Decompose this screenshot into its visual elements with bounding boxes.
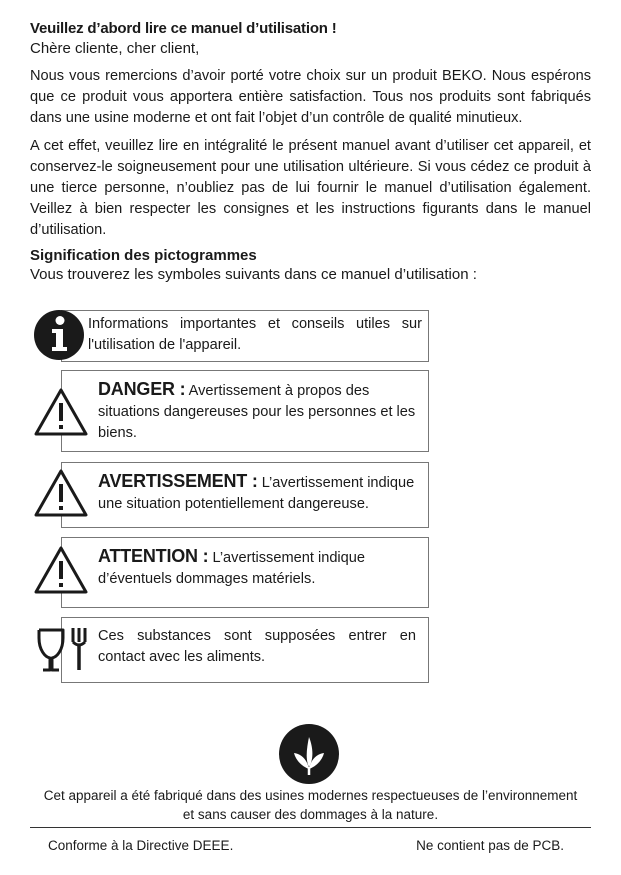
food-contact-text: Ces substances sont supposées entrer en contact avec les aliments.	[98, 628, 416, 665]
info-text: Informations importantes et conseils utiles sur l'utilisation de l'appareil.	[88, 316, 422, 353]
danger-warning-triangle-icon	[33, 387, 89, 437]
info-icon	[32, 308, 86, 362]
caution-label: ATTENTION :	[98, 546, 209, 566]
warning-triangle-icon	[33, 468, 89, 518]
danger-label: DANGER :	[98, 379, 186, 399]
food-contact-box	[61, 617, 429, 683]
caution-warning-triangle-icon	[33, 545, 89, 595]
warning-box	[61, 462, 429, 528]
leaf-icon	[278, 723, 340, 785]
glass-fork-icon	[36, 624, 92, 676]
greeting: Chère cliente, cher client,	[30, 40, 200, 57]
danger-box	[61, 370, 429, 452]
warning-label: AVERTISSEMENT :	[98, 471, 258, 491]
intro-paragraph: Nous vous remercions d’avoir porté votre choix sur un produit BEKO. Nous espérons que ce produit vous apportera entière satisfaction. Tous nos produits sont fabriqués dans une usine moderne et ont fait l’objet d’un contrôle de qualité minutieux.	[30, 68, 591, 126]
warning-text: L’avertissement indique une situation potentiellement dangereuse.	[98, 475, 415, 512]
pcb-free-note: Ne contient pas de PCB.	[416, 838, 564, 853]
weee-compliance-note: Conforme à la Directive DEEE.	[48, 838, 234, 853]
info-box	[61, 310, 429, 362]
danger-text: Avertissement à propos des situations dangereuses pour les personnes et les biens.	[98, 383, 416, 441]
footer-divider	[30, 827, 591, 828]
pictograms-title: Signification des pictogrammes	[30, 247, 257, 264]
pictograms-intro: Vous trouverez les symboles suivants dans ce manuel d’utilisation :	[30, 266, 477, 283]
caution-box	[61, 537, 429, 608]
page-heading: Veuillez d’abord lire ce manuel d’utilisation !	[30, 20, 337, 37]
instructions-paragraph: A cet effet, veuillez lire en intégralité le présent manuel avant d’utiliser cet appareil, et conservez-le soigneusement pour une utilisation ultérieure. Si vous cédez ce produit à une tierce personne, n’oubliez pas de lui fournir le manuel d’utilisation également. Veillez à bien respecter les consignes et les instructions figurants dans le manuel d’utilisation.	[30, 138, 591, 238]
caution-text: L’avertissement indique d’éventuels dommages matériels.	[98, 550, 366, 587]
eco-caption: Cet appareil a été fabriqué dans des usines modernes respectueuses de l’environnement et sans causer des dommages à la nature.	[43, 788, 578, 822]
